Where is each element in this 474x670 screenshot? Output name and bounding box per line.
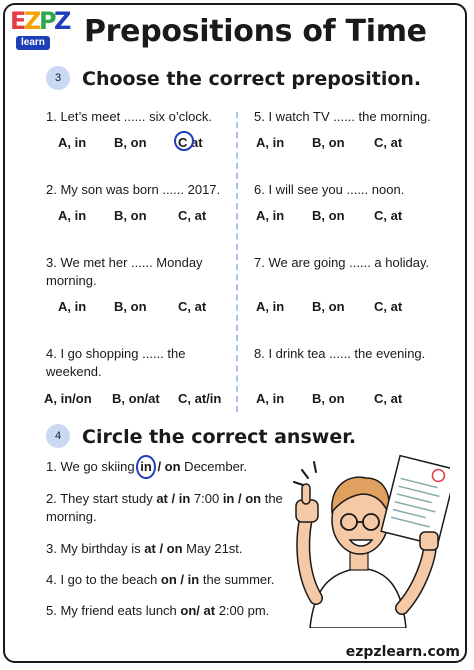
q8-option-c[interactable]: C, at <box>374 391 403 406</box>
q3-option-c[interactable]: C, at <box>178 299 207 314</box>
answer-item-1: 1. We go skiing in / on December. <box>46 459 248 474</box>
question-4: 4. I go shopping ...... the weekend. <box>46 346 186 379</box>
answer-item-3: 3. My birthday is at / on May 21st. <box>46 541 243 556</box>
ezpz-logo <box>10 6 72 52</box>
section-4-title: Circle the correct answer. <box>82 426 357 448</box>
item-4-choice-in[interactable]: in <box>187 572 200 587</box>
q4-option-a[interactable]: A, in/on <box>44 391 92 406</box>
site-url[interactable]: ezpzlearn.com <box>345 644 460 660</box>
section-3-number-badge: 3 <box>46 66 70 90</box>
question-2-options <box>58 207 238 225</box>
item-2-choice-in-on[interactable]: in / on <box>222 491 262 506</box>
question-8-options <box>256 390 446 408</box>
q6-option-c[interactable]: C, at <box>374 208 403 223</box>
item-2-choice-in[interactable]: in <box>178 491 191 506</box>
page-title: Prepositions of Time <box>84 14 427 49</box>
q4-option-b[interactable]: B, on/at <box>112 391 160 406</box>
section-3-title: Choose the correct preposition. <box>82 68 422 90</box>
question-8: 8. I drink tea ...... the evening. <box>254 346 426 361</box>
question-1-options <box>58 134 238 152</box>
item-3-choice-at[interactable]: at <box>144 541 156 556</box>
q6-option-b[interactable]: B, on <box>312 208 345 223</box>
question-2: 2. My son was born ...... 2017. <box>46 182 221 197</box>
item-2-choice-at[interactable]: at <box>156 491 168 506</box>
logo-learn-tag: learn <box>16 36 50 50</box>
item-4-choice-on[interactable]: on <box>160 572 177 587</box>
question-6: 6. I will see you ...... noon. <box>254 182 405 197</box>
answer-item-4: 4. I go to the beach on / in the summer. <box>46 572 275 587</box>
question-1: 1. Let’s meet ...... six o’clock. <box>46 109 212 124</box>
question-5-options <box>256 134 446 152</box>
item-1-choice-in-circled[interactable]: in <box>140 459 152 474</box>
q1-option-a[interactable]: A, in <box>58 135 87 150</box>
q7-option-c[interactable]: C, at <box>374 299 403 314</box>
logo-letter-2: Z <box>24 7 42 35</box>
q1-option-b[interactable]: B, on <box>114 135 147 150</box>
item-5-choice-on[interactable]: on <box>180 603 197 618</box>
logo-letter-3: P <box>39 7 57 35</box>
q5-option-a[interactable]: A, in <box>256 135 285 150</box>
q5-option-c[interactable]: C, at <box>374 135 403 150</box>
q7-option-a[interactable]: A, in <box>256 299 285 314</box>
logo-letter-4: Z <box>54 7 72 35</box>
question-6-options <box>256 207 446 225</box>
question-7: 7. We are going ...... a holiday. <box>254 255 430 270</box>
answer-item-5: 5. My friend eats lunch on/ at 2:00 pm. <box>46 603 270 618</box>
question-7-options <box>256 298 446 316</box>
question-3-options <box>58 298 238 316</box>
q3-option-a[interactable]: A, in <box>58 299 87 314</box>
question-5: 5. I watch TV ...... the morning. <box>254 109 431 124</box>
q3-option-b[interactable]: B, on <box>114 299 147 314</box>
column-divider <box>236 112 238 412</box>
logo-letter-1: E <box>10 7 27 35</box>
section-4-number-badge: 4 <box>46 424 70 448</box>
q7-option-b[interactable]: B, on <box>312 299 345 314</box>
answer-item-2: 2. They start study at / in 7:00 in / on the morning. <box>46 491 283 524</box>
q4-option-c[interactable]: C, at/in <box>178 391 222 406</box>
boy-with-paper-illustration <box>270 448 450 628</box>
item-3-choice-on[interactable]: on <box>166 541 183 556</box>
q8-option-b[interactable]: B, on <box>312 391 345 406</box>
item-1-choice-on[interactable]: on <box>164 459 181 474</box>
q5-option-b[interactable]: B, on <box>312 135 345 150</box>
q2-option-a[interactable]: A, in <box>58 208 87 223</box>
item-5-choice-at[interactable]: at <box>203 603 216 618</box>
q2-option-c[interactable]: C, at <box>178 208 207 223</box>
question-3: 3. We met her ...... Monday morning. <box>46 255 203 288</box>
q1-option-c-circled[interactable]: C at <box>178 135 203 150</box>
q8-option-a[interactable]: A, in <box>256 391 285 406</box>
q2-option-b[interactable]: B, on <box>114 208 147 223</box>
question-4-options <box>44 390 234 408</box>
q6-option-a[interactable]: A, in <box>256 208 285 223</box>
